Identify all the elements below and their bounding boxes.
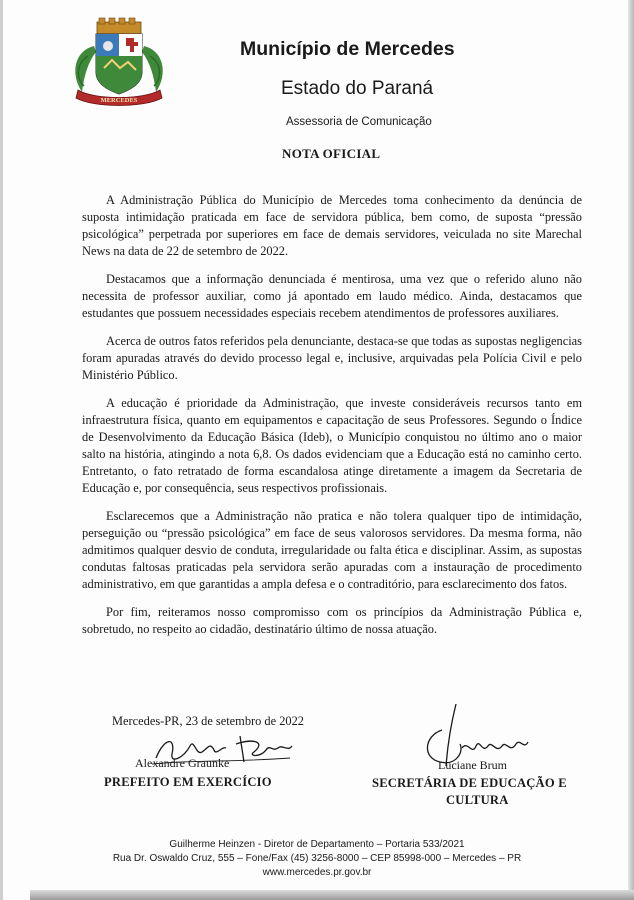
signatory-title-secretary-line2: CULTURA	[446, 793, 509, 807]
crest-banner-text: MERCEDES	[100, 97, 138, 104]
paragraph: Acerca de outros fatos referidos pela denunciante, destaca-se que todas as supostas negligencias foram apuradas através do devido processo legal e, inclusive, arquivadas pela Polícia Civil e pelo Ministério Público.	[82, 334, 582, 382]
signatory-title-secretary-line1: SECRETÁRIA DE EDUCAÇÃO E	[372, 776, 567, 790]
footer-website-link[interactable]: www.mercedes.pr.gov.br	[262, 867, 372, 878]
paragraph: A educação é prioridade da Administração, que investe consideráveis recursos tanto em infraestrutura física, quanto em equipamentos e capacitação de seus Professores. Segundo o Índice de Desenvolvimento da Educação Básica (Ideb), o Município conquistou no último ano o maior salto na história, atingindo a nota 6,8. Os dados evidenciam que a Educação está no caminho certo. Entretanto, o fato retratado de forma escandalosa atinge diretamente a imagem da Secretaria de Educação e, por consequência, seus respectivos profissionais.	[82, 396, 582, 495]
paragraph: Por fim, reiteramos nosso compromisso com os princípios da Administração Pública e, sobretudo, no respeito ao cidadão, destinatário último de nossa atuação.	[82, 605, 582, 636]
signatory-name-secretary: Luciane Brum	[438, 758, 507, 772]
paragraph: Esclarecemos que a Administração não pratica e não tolera qualquer tipo de intimidação, perseguição ou “pressão psicológica” em face de seus valorosos servidores. Da mesma forma, não admitimos qualquer desvio de conduta, irregularidade ou falta ética e disciplinar. Assim, as supostas condutas faltosas praticadas pela servidora serão apuradas com a instauração de procedimento administrativo, em que garantidas a ampla defesa e o contraditório, para esclarecimento dos fatos.	[82, 509, 582, 591]
signatory-title-mayor: PREFEITO EM EXERCÍCIO	[104, 775, 272, 789]
paragraph: Destacamos que a informação denunciada é mentirosa, uma vez que o referido aluno não necessita de professor auxiliar, como já apontado em laudo médico. Ainda, destacamos que estudantes que possuem necessidades especiais recebem atendimentos de professores auxiliares.	[82, 272, 582, 320]
page-edge-left	[0, 0, 3, 900]
signatory-name-mayor: Alexandre Graunke	[135, 756, 230, 770]
municipality-title: Município de Mercedes	[240, 38, 455, 60]
place-and-date: Mercedes-PR, 23 de setembro de 2022	[112, 714, 305, 728]
department-name: Assessoria de Comunicação	[286, 116, 432, 128]
footer-address-line: Rua Dr. Oswaldo Cruz, 555 – Fone/Fax (45) 3256-8000 – CEP 85998-000 – Mercedes – PR	[112, 853, 522, 864]
document-heading: NOTA OFICIAL	[282, 146, 381, 161]
municipal-crest-logo	[64, 16, 174, 108]
footer-director-line: Guilherme Heinzen - Diretor de Departamento – Portaria 533/2021	[169, 839, 465, 850]
state-name: Estado do Paraná	[281, 78, 434, 99]
page-footer	[0, 838, 634, 880]
paragraph: A Administração Pública do Município de Mercedes toma conhecimento da denúncia de suposta intimidação praticada em face de servidora pública, bem como, de suposta “pressão psicológica” perpetrada por superiores em face de demais servidores, veiculada no site Marechal News na data de 22 de setembro de 2022.	[82, 193, 582, 258]
page-edge-bottom	[30, 890, 634, 900]
document-body	[82, 192, 582, 649]
page-edge-right	[628, 0, 634, 900]
